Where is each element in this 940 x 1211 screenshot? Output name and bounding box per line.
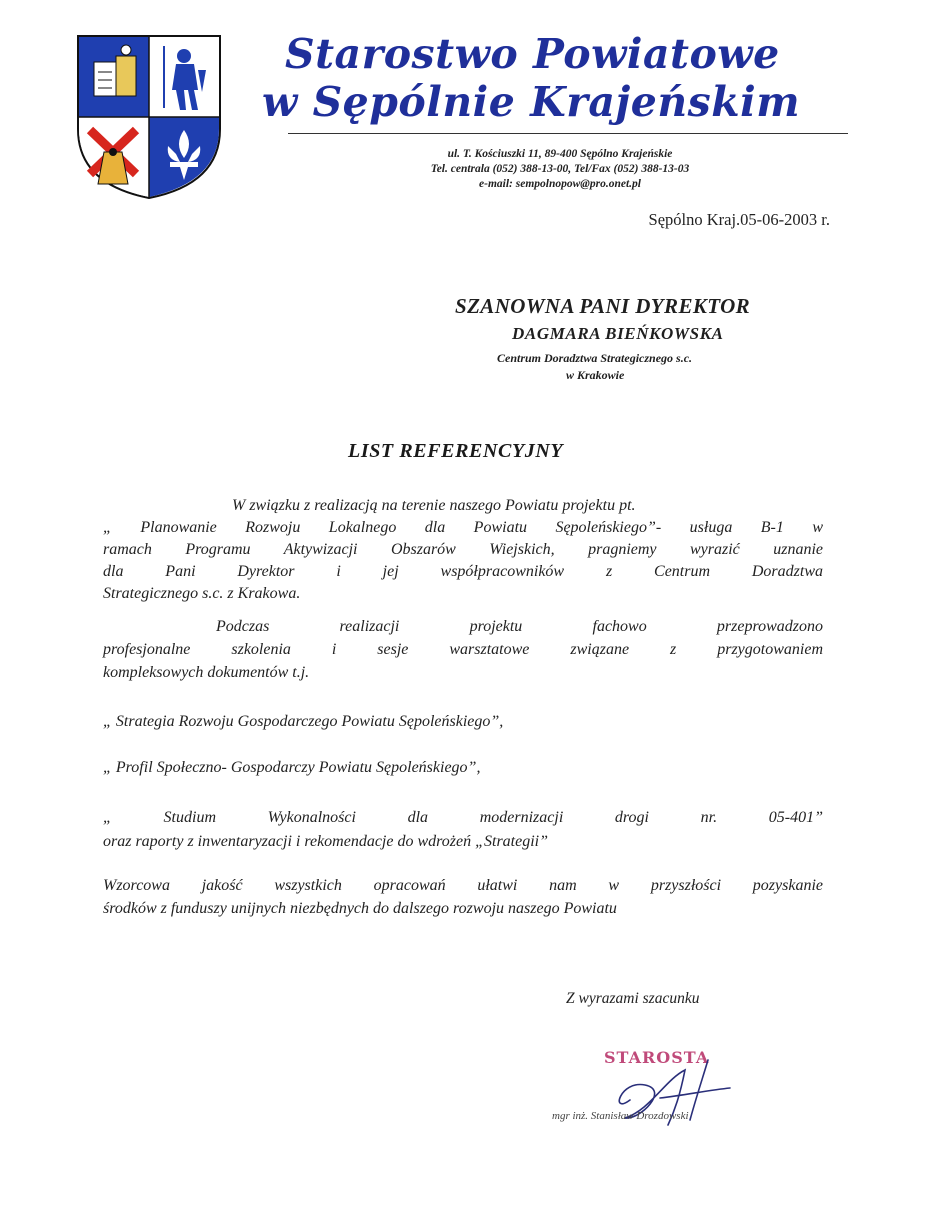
body-line: Wzorcowa jakość wszystkich opracowań ułatwi nam w przyszłości pozyskanie [103, 877, 823, 894]
document-item: „ Studium Wykonalności dla modernizacji drogi nr. 05-401” [103, 809, 823, 826]
body-line: Strategicznego s.c. z Krakowa. [103, 585, 301, 602]
document-item: „ Profil Społeczno- Gospodarczy Powiatu Sępoleńskiego”, [103, 759, 481, 776]
document-item: oraz raporty z inwentaryzacji i rekomendacje do wdrożeń „Strategii” [103, 833, 549, 850]
body-line: kompleksowych dokumentów t.j. [103, 664, 310, 681]
signer-name: mgr inż. Stanisław Drozdowski [552, 1110, 689, 1122]
office-phones: Tel. centrala (052) 388-13-00, Tel/Fax (052) 388-13-03 [430, 163, 690, 175]
body-line: profesjonalne szkolenia i sesje warsztatowe związane z przygotowaniem [103, 641, 823, 658]
body-line: W związku z realizacją na terenie naszego Powiatu projektu pt. [232, 497, 636, 514]
addressee-salutation: SZANOWNA PANI DYREKTOR [455, 294, 751, 318]
coat-of-arms-icon [76, 34, 222, 200]
body-line: Podczas realizacji projektu fachowo przeprowadzono [216, 618, 823, 635]
body-line: „ Planowanie Rozwoju Lokalnego dla Powiatu Sępoleńskiego”- usługa B-1 w [103, 519, 823, 536]
document-item: „ Strategia Rozwoju Gospodarczego Powiatu Sępoleńskiego”, [103, 713, 504, 730]
body-line: ramach Programu Aktywizacji Obszarów Wiejskich, pragniemy wyrazić uznanie [103, 541, 823, 558]
addressee-city: w Krakowie [566, 368, 625, 382]
office-email: e-mail: sempolnopow@pro.onet.pl [479, 178, 641, 190]
header-divider [288, 133, 848, 134]
addressee-institution: Centrum Doradztwa Strategicznego s.c. [497, 351, 693, 365]
place-and-date: Sępólno Kraj.05-06-2003 r. [648, 210, 830, 229]
closing-phrase: Z wyrazami szacunku [566, 990, 700, 1007]
organization-name-line1: Starostwo Powiatowe [285, 30, 780, 78]
body-line: środków z funduszy unijnych niezbędnych do dalszego rozwoju naszego Powiatu [103, 900, 617, 917]
organization-name-line2: w Sępólnie Krajeńskim [262, 78, 801, 126]
body-line: dla Pani Dyrektor i jej współpracowników z Centrum Doradztwa [103, 563, 823, 580]
letter-title: LIST REFERENCYJNY [348, 440, 564, 462]
office-address: ul. T. Kościuszki 11, 89-400 Sępólno Krajeńskie [447, 148, 673, 160]
stamp-title: STAROSTA [604, 1048, 710, 1067]
addressee-name: DAGMARA BIEŃKOWSKA [512, 324, 724, 343]
